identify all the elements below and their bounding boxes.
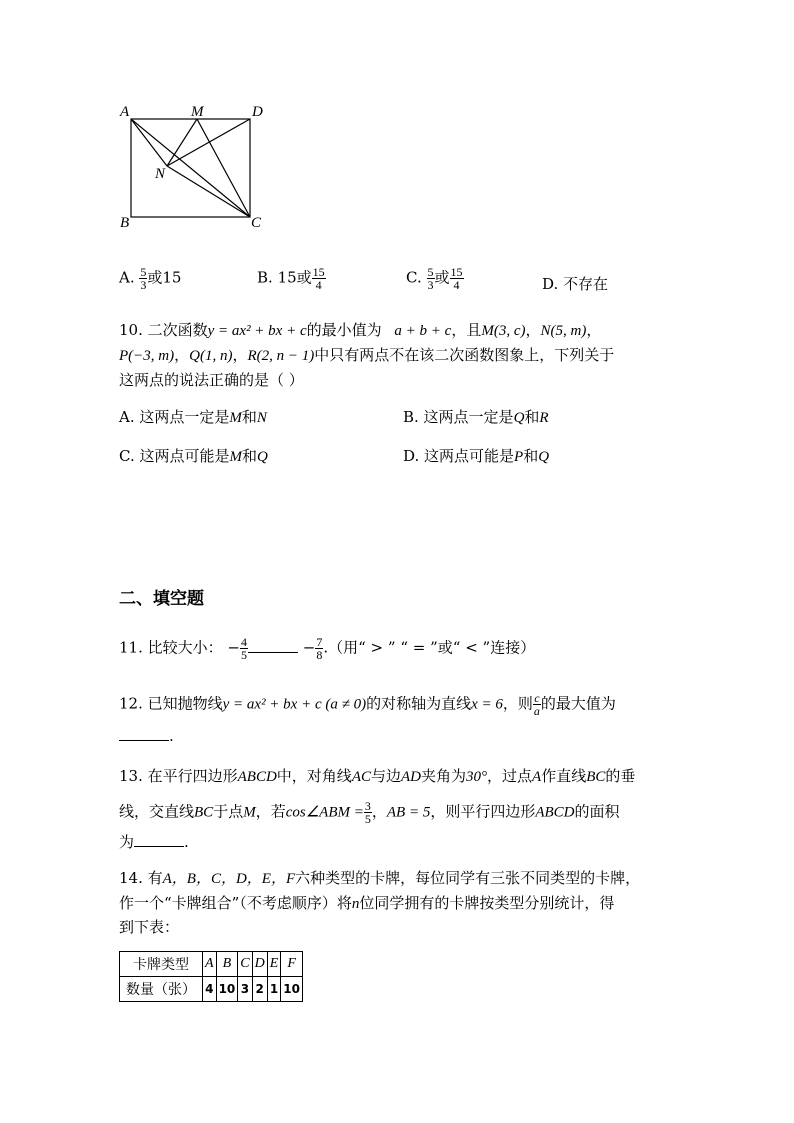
- table-cell: A: [203, 952, 217, 977]
- section-title: 二、填空题: [119, 589, 204, 609]
- q10-option-a: A. 这两点一定是M和N: [119, 408, 267, 426]
- label-d: D: [252, 104, 263, 120]
- q13-line1: 13. 在平行四边形ABCD中，对角线AC与边AD夹角为30°，过点A作直线BC的垂: [119, 767, 636, 785]
- q9-option-b: B. 15或 $\frac{15}{4}$: [257, 265, 325, 292]
- table-row: [120, 977, 303, 1002]
- label-c: C: [251, 215, 262, 231]
- table-cell: 1: [267, 977, 281, 1002]
- q10-option-c: C. 这两点可能是M和Q: [119, 447, 268, 465]
- q9-option-c: C. $\frac{5}{3}$ 或 $\frac{15}{4}$: [406, 265, 463, 292]
- q14-line1: 14. 有A，B，C，D，E，F六种类型的卡牌，每位同学有三张不同类型的卡牌，: [119, 869, 641, 887]
- label-b: B: [120, 215, 130, 231]
- fraction: $\frac{7}{8}$: [316, 635, 323, 662]
- table-cell: C: [238, 952, 252, 977]
- table-cell: D: [252, 952, 267, 977]
- fraction: $\frac{3}{5}$: [364, 799, 371, 826]
- answer-blank[interactable]: [248, 652, 298, 653]
- table-cell: 10: [281, 977, 303, 1002]
- q9-option-a: A. $\frac{5}{3}$ 或15: [119, 265, 182, 292]
- table-cell: F: [281, 952, 303, 977]
- fraction: $\frac{4}{5}$: [240, 635, 247, 662]
- fraction: $\frac{5}{3}$: [427, 265, 434, 292]
- table-cell: 数量（张）: [120, 977, 203, 1002]
- segment-an: [131, 119, 167, 166]
- table-cell: 10: [216, 977, 238, 1002]
- table-cell: 3: [238, 977, 252, 1002]
- table-cell: 4: [203, 977, 217, 1002]
- label-m: M: [191, 104, 204, 120]
- card-table: [119, 951, 303, 1002]
- answer-blank[interactable]: [119, 740, 169, 741]
- label-a: A: [120, 104, 130, 120]
- answer-blank[interactable]: [134, 846, 184, 847]
- segment-ac: [131, 119, 250, 217]
- table-cell: 2: [252, 977, 267, 1002]
- fraction: $\frac{5}{3}$: [140, 265, 147, 292]
- q10-line2: P(−3, m)，Q(1, n)，R(2, n − 1)中只有两点不在该二次函数图象上，下列关于: [119, 346, 615, 364]
- fraction: $\frac{15}{4}$: [450, 265, 463, 292]
- q10-option-b: B. 这两点一定是Q和R: [403, 408, 549, 426]
- table-cell: B: [216, 952, 238, 977]
- label-n: N: [155, 166, 166, 182]
- q14-line3: 到下表：: [119, 918, 180, 936]
- table-cell: E: [267, 952, 281, 977]
- q10-line3: 这两点的说法正确的是（ ）: [119, 371, 304, 389]
- fraction: $\frac{15}{4}$: [312, 265, 325, 292]
- table-cell: 卡牌类型: [120, 952, 203, 977]
- table-header-row: [120, 952, 303, 977]
- segment-nc: [167, 166, 250, 217]
- q13-line3: 为 .: [119, 833, 189, 851]
- q11: 11. 比较大小： − $\frac{4}{5}$ − $\frac{7}{8}$ .（用“ > ” “ = ”或“ < ”连接）: [119, 635, 536, 662]
- q12-line2: .: [119, 727, 174, 745]
- q14-line2: 作一个“卡牌组合”（不考虑顺序）将n位同学拥有的卡牌按类型分别统计，得: [119, 894, 615, 912]
- q10-line1: 10. 二次函数y = ax² + bx + c的最小值为 a + b + c，且M(3, c)，N(5, m)，: [119, 321, 602, 339]
- q12-line1: 12. 已知抛物线y = ax² + bx + c (a ≠ 0)的对称轴为直线x = 6，则 $\frac{c}{a}$ 的最大值为: [119, 691, 616, 718]
- q13-line2: 线，交直线BC于点M，若cos∠ABM = $\frac{3}{5}$ ，AB = 5，则平行四边形ABCD的面积: [119, 799, 620, 826]
- q9-option-d: D. 不存在: [542, 275, 609, 293]
- q10-option-d: D. 这两点可能是P和Q: [403, 447, 550, 465]
- segment-mn: [167, 119, 197, 166]
- fraction: $\frac{c}{a}$: [533, 691, 540, 718]
